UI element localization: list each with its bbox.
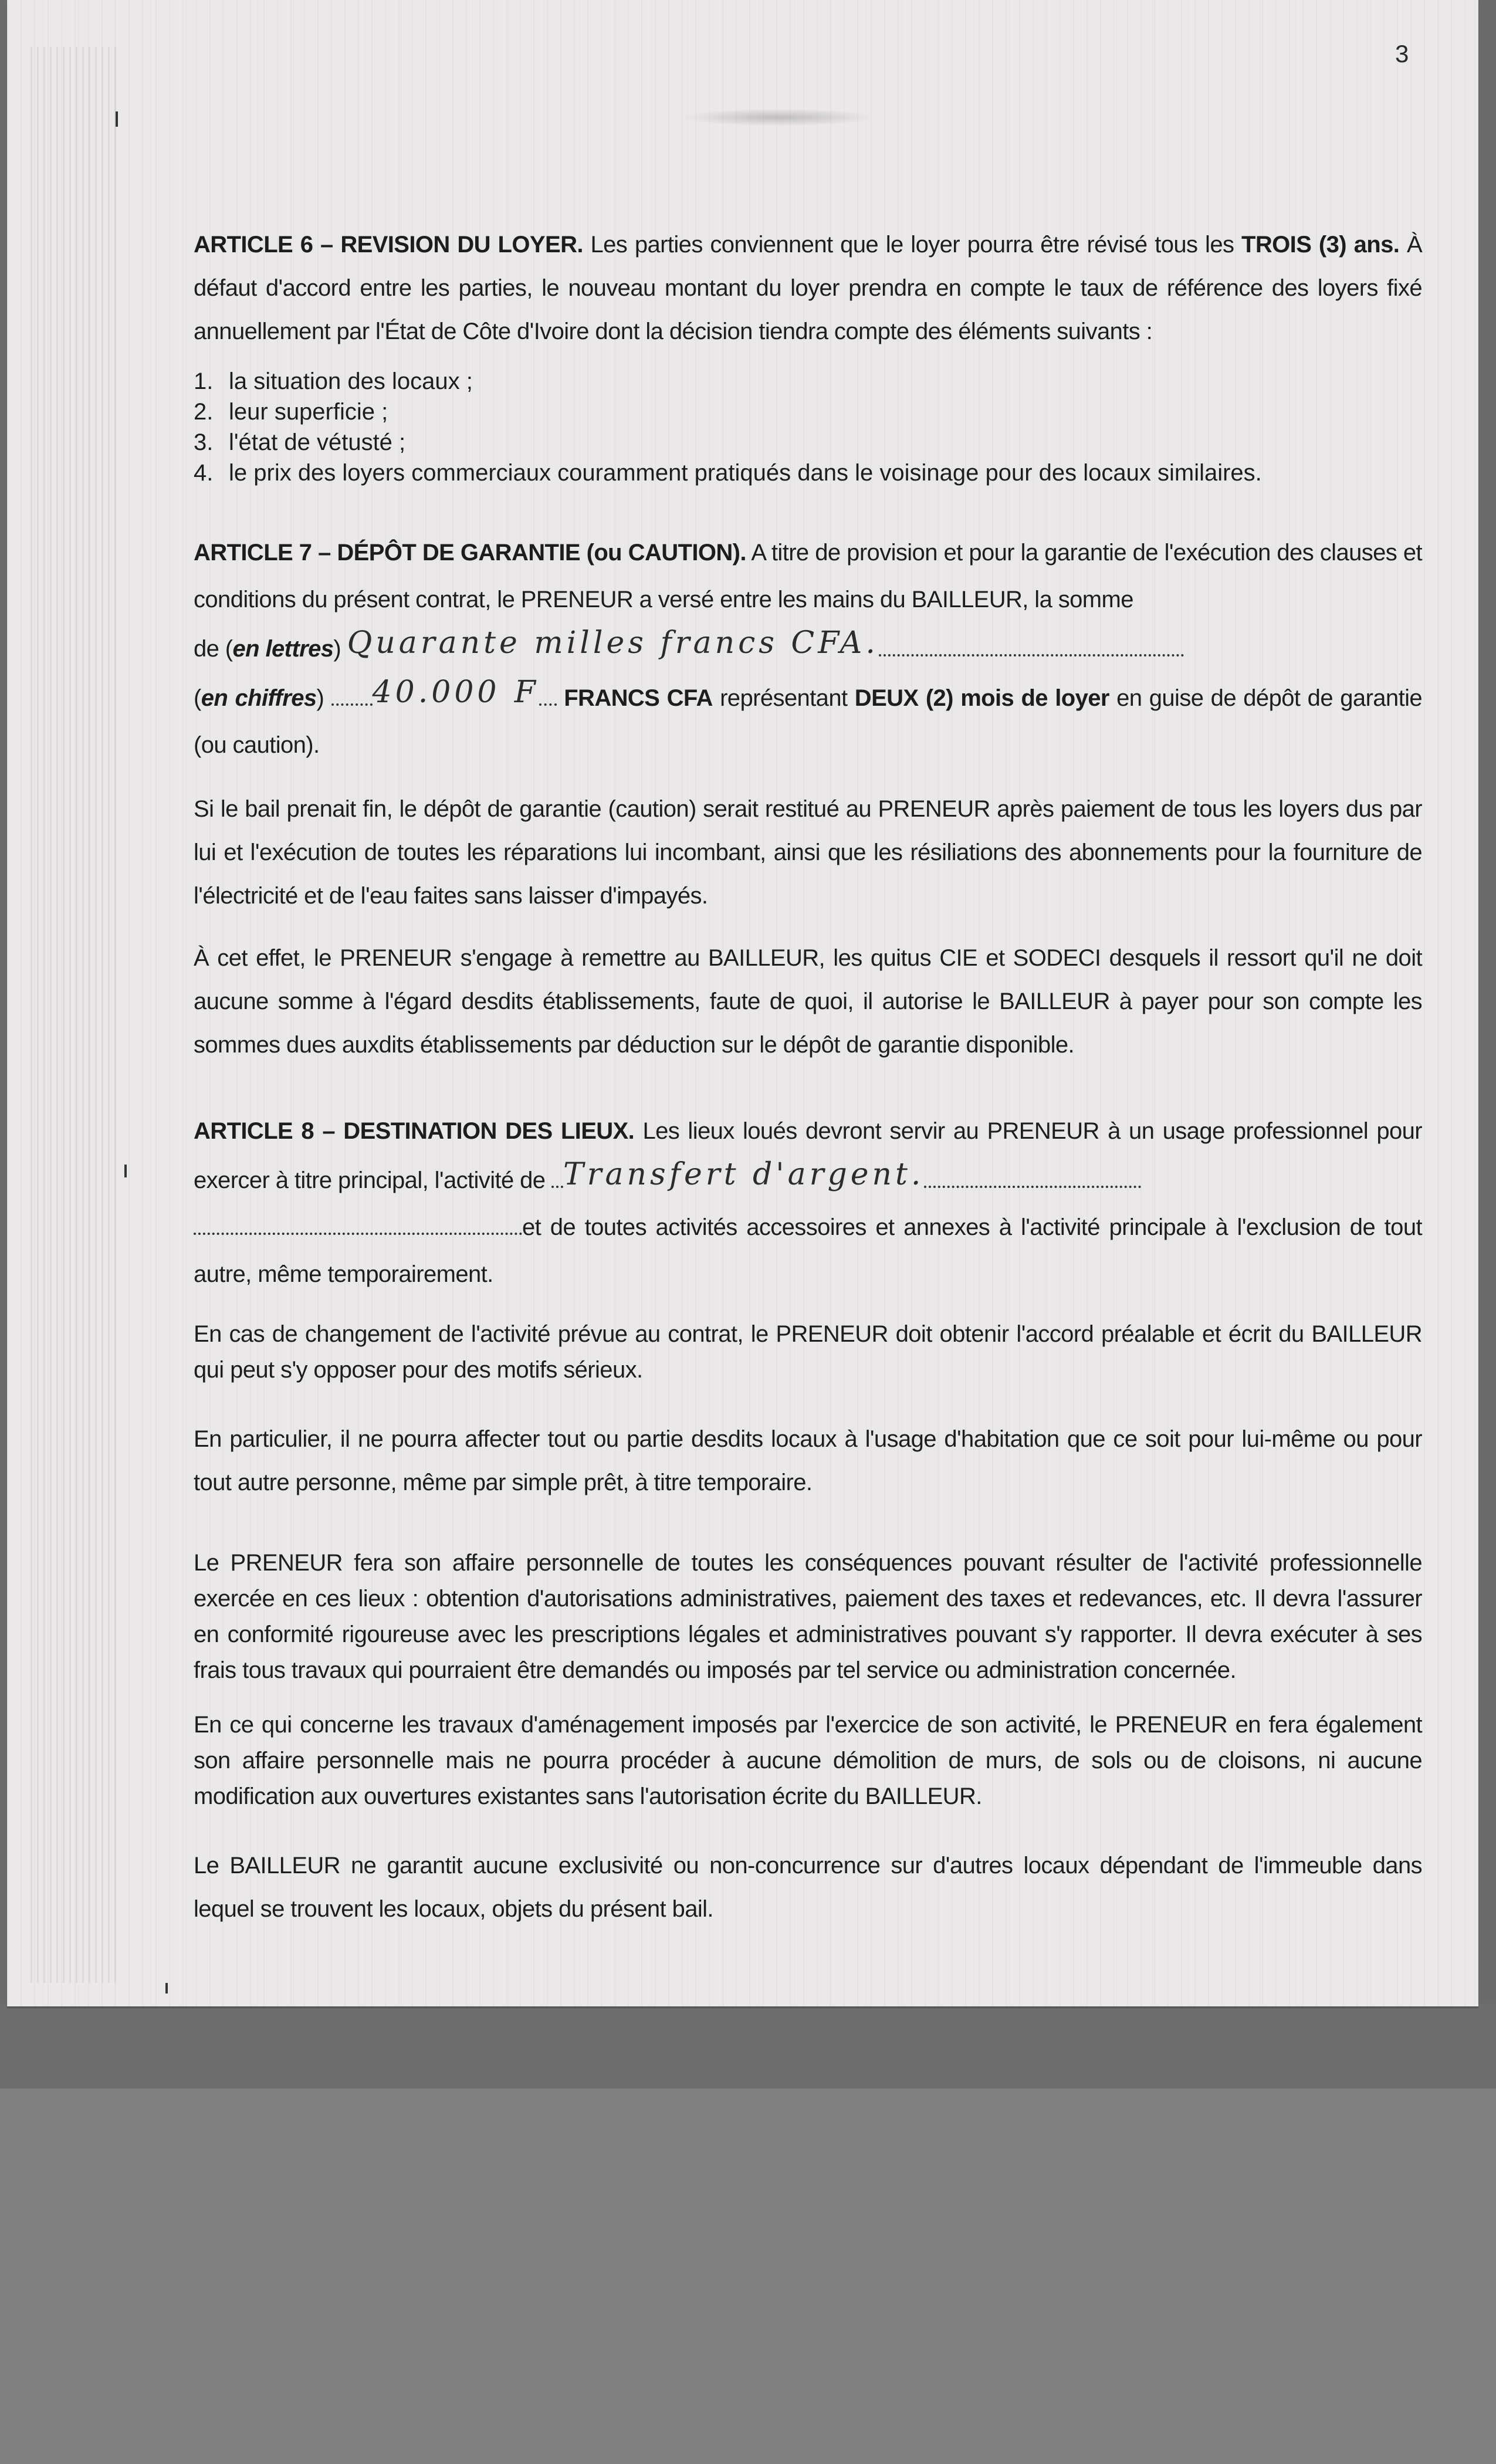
criteria-item [194,397,1422,427]
de-label: de ( [194,636,233,662]
article-6-text: Les parties conviennent que le loyer pourra être révisé tous les [583,232,1242,258]
criteria-item [194,427,1422,458]
criteria-number: 3. [194,429,214,455]
criteria-number: 2. [194,399,214,425]
article-8-text: Les lieux loués devront servir au PRENEUR à un usage professionnel pour exercer à titre principal, l'activité de [194,1118,1422,1193]
article-8-text-continued: et de toutes activités accessoires et annexes à l'activité principale à l'exclusion de tout autre, même temporairement. [194,1214,1422,1287]
criteria-item [194,366,1422,397]
works-paragraph: En ce qui concerne les travaux d'aménagement imposés par l'exercice de son activité, le PRENEUR en fera également son affaire personnelle mais ne pourra procéder à aucune démolition de murs, de sols ou de cloisons, ni aucune modification aux ouvertures existantes sans l'autorisation écrite du BAILLEUR. [194,1712,1422,1809]
criteria-text: le prix des loyers commerciaux couramment pratiqués dans le voisinage pour des locaux similaires. [229,460,1262,486]
handwritten-amount-words: Quarante milles francs CFA. [347,625,879,661]
deposit-refund-paragraph: Si le bail prenait fin, le dépôt de garantie (caution) serait restitué au PRENEUR après paiement de tous les loyers dus par lui et l'exécution de toutes les réparations lui incombant, ainsi que les résiliations des abonnements pour la fourniture de l'électricité et de l'eau faites sans laisser d'impayés. [194,796,1422,909]
criteria-text: la situation des locaux ; [229,368,473,394]
article-7-heading: ARTICLE 7 – DÉPÔT DE GARANTIE (ou CAUTION). [194,540,746,566]
responsibility-paragraph: Le PRENEUR fera son affaire personnelle de toutes les conséquences pouvant résulter de l'activité professionnelle exercée en ces lieux : obtention d'autorisations administratives, paiement des taxes et redevances, etc. Il devra l'assurer en conformité rigoureuse avec les prescriptions légales et administratives pouvant s'y rapporter. Il devra exécuter à ses frais tous travaux qui pourraient être demandés ou imposés par tel service ou administration concernée. [194,1550,1422,1683]
article-7-text-representant: représentant [712,685,855,711]
criteria-text: leur superficie ; [229,399,388,425]
document-body [194,223,1422,1931]
criteria-text: l'état de vétusté ; [229,429,406,455]
criteria-number: 4. [194,460,214,486]
handwritten-activity: Transfert d'argent. [563,1157,925,1192]
scan-speck [165,1983,168,1993]
article-8-heading: ARTICLE 8 – DESTINATION DES LIEUX. [194,1118,635,1144]
article-6-paragraph [194,223,1422,353]
quitus-paragraph: À cet effet, le PRENEUR s'engage à remettre au BAILLEUR, les quitus CIE et SODECI desquels il ressort qu'il ne doit aucune somme à l'égard desdits établissements, faute de quoi, il autorise le BAILLEUR à payer pour son compte les sommes dues auxdits établissements par déduction sur le dépôt de garantie disponible. [194,945,1422,1058]
page-number: 3 [1395,40,1409,67]
article-7-text-end: en guise de dépôt de garantie (ou caution). [194,685,1423,758]
currency-label: FRANCS CFA [564,685,713,711]
scan-speck [124,1165,127,1177]
article-6-heading: ARTICLE 6 – REVISION DU LOYER. [194,232,583,258]
article-6-text-continued: À défaut d'accord entre les parties, le nouveau montant du loyer prendra en compte le taux de référence des loyers fixé annuellement par l'État de Côte d'Ivoire dont la décision tiendra compte des éléments suivants : [194,232,1423,344]
habitation-paragraph: En particulier, il ne pourra affecter tout ou partie desdits locaux à l'usage d'habitation que ce soit pour lui-même ou pour tout autre personne, même par simple prêt, à titre temporaire. [194,1426,1422,1495]
scan-border-bottom [0,2003,1496,2089]
fill-dots [539,686,557,706]
fill-dots [331,686,373,706]
revision-criteria-list [194,366,1422,488]
en-chiffres-label: en chiffres [201,685,317,711]
criteria-number: 1. [194,368,214,394]
article-7-text: A titre de provision et pour la garantie de l'exécution des clauses et conditions du présent contrat, le PRENEUR a versé entre les mains du BAILLEUR, la somme [194,540,1422,612]
article-8 [194,1108,1422,1931]
article-7 [194,529,1422,1067]
deposit-months: DEUX (2) mois de loyer [854,685,1109,711]
fill-dots [194,1215,522,1235]
fill-dots [551,1168,563,1188]
amount-figures-line: (en chiffres) 40.000 F FRANCS CFA représentant DEUX (2) mois de loyer [194,675,1109,711]
activity-change-paragraph: En cas de changement de l'activité prévue au contrat, le PRENEUR doit obtenir l'accord préalable et écrit du BAILLEUR qui peut s'y opposer pour des motifs sérieux. [194,1321,1422,1383]
revision-period: TROIS (3) ans. [1241,232,1400,258]
scan-border-right [1477,0,1496,2089]
en-lettres-label: en lettres [232,636,334,662]
scanned-page [7,0,1478,2006]
article-6 [194,223,1422,488]
amount-words-line [194,625,1184,662]
scan-speck [116,111,118,127]
scan-noise [31,47,119,1983]
scan-smudge [682,109,875,126]
paren: ) [333,636,341,662]
article-8-paragraph [194,1108,1422,1298]
fill-dots [879,637,1184,656]
criteria-item [194,458,1422,488]
fill-dots [924,1168,1141,1188]
article-7-paragraph [194,529,1422,769]
exclusivity-paragraph: Le BAILLEUR ne garantit aucune exclusivité ou non-concurrence sur d'autres locaux dépendant de l'immeuble dans lequel se trouvent les locaux, objets du présent bail. [194,1853,1422,1922]
handwritten-amount-figures: 40.000 F [372,675,539,710]
